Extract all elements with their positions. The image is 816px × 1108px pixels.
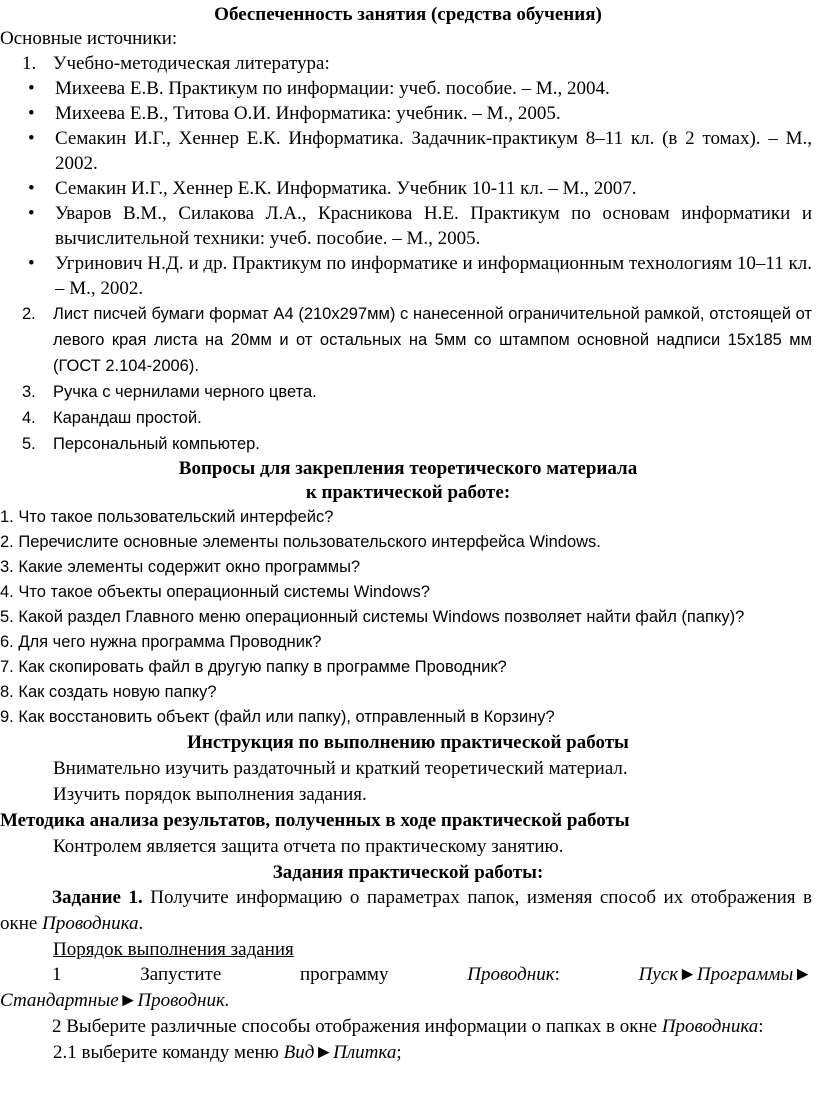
book-list [0, 76, 816, 301]
list-number: 4. [22, 409, 36, 427]
list-item-text: Ручка с чернилами черного цвета. [53, 383, 317, 401]
step1-verb: Запустите [140, 964, 222, 985]
step21-arrow: ► [314, 1042, 334, 1063]
question-item: 4. Что такое объекты операционный системы Windows? [0, 583, 430, 601]
bullet-icon: • [28, 78, 35, 99]
book-item [0, 251, 816, 301]
question-item: 9. Как восстановить объект (файл или папку), отправленный в Корзину? [0, 708, 555, 726]
task1-paragraph [0, 885, 816, 937]
step1-row [0, 962, 816, 988]
book-text: Семакин И.Г., Хеннер Е.К. Информатика. Задачник-практикум 8–11 кл. (в 2 томах). – М., 2002. [55, 128, 812, 174]
questions-heading-line2: к практической работе: [305, 482, 511, 503]
list-item-text: Персональный компьютер. [53, 435, 260, 453]
step2-text: 2 Выберите различные способы отображения информации о папках в окне [52, 1016, 662, 1037]
list-item [0, 405, 816, 431]
questions-heading-line1: Вопросы для закрепления теоретического материала [178, 458, 638, 479]
step21-line [0, 1040, 816, 1066]
book-item [0, 201, 816, 251]
step1-program [467, 962, 560, 988]
bullet-icon: • [28, 128, 35, 149]
list-item-text: Карандаш простой. [53, 409, 202, 427]
step1-path-end-line [0, 988, 816, 1014]
question-item: 6. Для чего нужна программа Проводник? [0, 633, 322, 651]
book-text: Угринович Н.Д. и др. Практикум по информатике и информационным технологиям 10–11 кл. – М., 2002. [55, 253, 812, 299]
task1-end: . [138, 913, 144, 934]
question-item: 5. Какой раздел Главного меню операционный системы Windows позволяет найти файл (папку)? [0, 608, 745, 626]
book-item [0, 126, 816, 176]
instruction-line: Внимательно изучить раздаточный и краткий теоретический материал. [53, 758, 628, 779]
book-text: Михеева Е.В. Практикум по информации: учеб. пособие. – М., 2004. [55, 78, 610, 99]
list-number: 1. [22, 53, 37, 74]
step2-program: Проводника [661, 1016, 759, 1037]
step1-path-start: Пуск►Программы► [638, 964, 812, 985]
book-item [0, 76, 816, 101]
list-item [0, 51, 816, 76]
step1-num: 1 [52, 964, 62, 985]
bullet-icon: • [28, 253, 35, 274]
step2-end: : [758, 1016, 764, 1037]
list-number: 3. [22, 383, 36, 401]
list-item [0, 431, 816, 457]
book-text: Михеева Е.В., Титова О.И. Информатика: учебник. – М., 2005. [55, 103, 561, 124]
question-list [0, 505, 816, 730]
step21-text: 2.1 выберите команду меню [53, 1042, 284, 1063]
question-item: 3. Какие элементы содержит окно программы? [0, 558, 361, 576]
bullet-icon: • [28, 203, 35, 224]
method-line: Контролем является защита отчета по практическому занятию. [53, 836, 564, 857]
step21-end: ; [396, 1042, 402, 1063]
instruction-heading: Инструкция по выполнению практической работы [187, 732, 629, 753]
tasks-heading: Задания практической работы: [272, 862, 544, 883]
step1-path-end: Стандартные►Проводник. [0, 990, 230, 1011]
question-item: 1. Что такое пользовательский интерфейс? [0, 508, 334, 526]
book-item [0, 176, 816, 201]
sources-label: Основные источники: [0, 28, 178, 49]
list-item-text: Учебно-методическая литература: [53, 53, 330, 74]
step21-item: Плитка [333, 1042, 397, 1063]
list-number: 5. [22, 435, 36, 453]
bullet-icon: • [28, 103, 35, 124]
order-label: Порядок выполнения задания [53, 939, 294, 960]
task1-program: Проводника [42, 913, 139, 934]
list-item [0, 301, 816, 379]
step21-menu: Вид [283, 1042, 315, 1063]
step1-colon: : [554, 964, 560, 985]
step1-program-name: Проводник [467, 964, 555, 985]
question-item: 7. Как скопировать файл в другую папку в программе Проводник? [0, 658, 507, 676]
task1-label: Задание 1. [52, 887, 143, 908]
instruction-line: Изучить порядок выполнения задания. [53, 784, 367, 805]
question-item: 2. Перечислите основные элементы пользовательского интерфейса Windows. [0, 533, 601, 551]
question-item: 8. Как создать новую папку? [0, 683, 217, 701]
list-item-text: Лист писчей бумаги формат А4 (210х297мм) с нанесенной ограничительной рамкой, отстоящей от левого края листа на 20мм и от остальных на 5мм со штампом основной надписи 15х185 мм (ГОСТ 2.104-2006). [53, 305, 812, 375]
task1-text: Получите информацию о параметрах папок, изменяя способ их отображения в окне [0, 887, 813, 934]
book-item [0, 101, 816, 126]
step2-paragraph [0, 1014, 816, 1040]
list-item [0, 379, 816, 405]
book-text: Семакин И.Г., Хеннер Е.К. Информатика. Учебник 10-11 кл. – М., 2007. [55, 178, 637, 199]
step1-word: программу [300, 964, 389, 985]
bullet-icon: • [28, 178, 35, 199]
order-label-line [0, 937, 816, 962]
method-heading: Методика анализа результатов, полученных в ходе практической работы [0, 810, 630, 831]
list-number: 2. [22, 305, 36, 323]
book-text: Уваров В.М., Силакова Л.А., Красникова Н.Е. Практикум по основам информатики и вычислительной техники: учеб. пособие. – М., 2005. [55, 203, 812, 249]
page-title: Обеспеченность занятия (средства обучения) [214, 4, 602, 25]
